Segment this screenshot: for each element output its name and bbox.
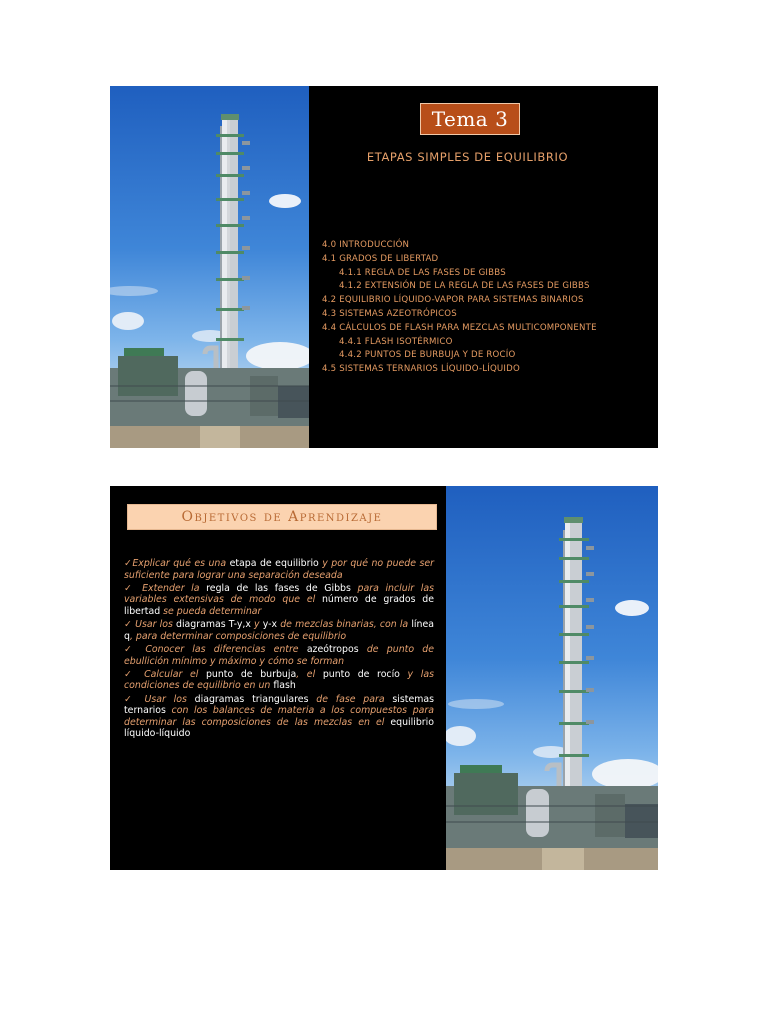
objective-highlight: flash: [273, 680, 296, 692]
table-of-contents: [322, 239, 597, 377]
distillation-tower-illustration: [110, 86, 309, 448]
objective-text: ✓ Extender la: [124, 582, 207, 594]
objective-text: y las condiciones de equilibrio en un: [124, 668, 434, 692]
distillation-tower-photo: [110, 86, 309, 448]
toc-subitem: 4.1.2 EXTENSIÓN DE LA REGLA DE LAS FASES DE GIBBS: [339, 281, 590, 292]
objective-text: para incluir las variables extensivas de modo que el: [124, 582, 435, 606]
objective-highlight: azeótropos: [306, 643, 359, 655]
objective-item: [124, 619, 434, 642]
objective-item: [124, 558, 434, 581]
objective-highlight: diagramas triangulares: [194, 693, 309, 705]
slide-subtitle: ETAPAS SIMPLES DE EQUILIBRIO: [366, 150, 569, 164]
toc-subitem: 4.4.1 FLASH ISOTÉRMICO: [339, 336, 453, 347]
objective-highlight: y-x: [262, 619, 278, 631]
objective-highlight: sistemas ternarios: [124, 693, 434, 717]
distillation-tower-illustration: [446, 486, 658, 870]
objective-text: ✓ Usar los: [124, 693, 195, 705]
objective-highlight: línea q: [124, 619, 434, 642]
objective-text: de fase para: [308, 693, 393, 705]
objective-highlight: punto de burbuja: [205, 668, 297, 680]
distillation-tower-photo: [446, 486, 658, 870]
toc-item: 4.3 SISTEMAS AZEOTRÓPICOS: [322, 308, 457, 319]
objectives-list: [124, 558, 434, 741]
objective-highlight: número de grados de libertad: [124, 594, 434, 617]
objective-highlight: regla de las fases de Gibbs: [206, 582, 351, 594]
objective-item: [124, 644, 434, 667]
objective-text: y por qué no puede ser suficiente para lograr una separación deseada: [124, 558, 434, 581]
objective-text: ✓ Conocer las diferencias entre: [124, 643, 307, 655]
objective-highlight: etapa de equilibrio: [229, 558, 319, 569]
toc-subitem: 4.1.1 REGLA DE LAS FASES DE GIBBS: [339, 267, 506, 278]
topic-badge: Tema 3: [420, 103, 520, 135]
objective-item: [124, 583, 434, 618]
objective-highlight: diagramas T-y,x: [176, 619, 251, 631]
objective-text: , el: [296, 668, 323, 680]
objective-text: ✓ Calcular el: [124, 668, 206, 680]
objective-highlight: punto de rocío: [322, 668, 400, 680]
objective-text: , para determinar composiciones de equilibrio: [129, 630, 347, 642]
objective-text: y: [250, 619, 263, 631]
objective-text: con los balances de materia a los compuestos para determinar las composiciones de las mezclas en el: [124, 705, 434, 728]
objective-text: de mezclas binarias, con la: [277, 619, 412, 631]
objective-highlight: equilibrio líquido-líquido: [124, 716, 434, 740]
toc-item: 4.5 SISTEMAS TERNARIOS LÍQUIDO-LÍQUIDO: [322, 364, 520, 375]
toc-item: 4.4 CÁLCULOS DE FLASH PARA MEZCLAS MULTICOMPONENTE: [322, 322, 597, 333]
slide-tema-3: [110, 86, 658, 448]
toc-item: 4.0 INTRODUCCIÓN: [322, 240, 410, 250]
objective-text: ✓Explicar qué es una: [124, 558, 230, 569]
objective-text: se pueda determinar: [160, 605, 262, 617]
toc-subitem: 4.4.2 PUNTOS DE BURBUJA Y DE ROCÍO: [339, 350, 516, 361]
objectives-banner: Objetivos de Aprendizaje: [127, 504, 437, 530]
objective-text: de punto de ebullición mínimo y máximo y cómo se forman: [124, 643, 434, 667]
slide-objetivos: [110, 486, 658, 870]
objective-item: [124, 694, 434, 740]
toc-item: 4.1 GRADOS DE LIBERTAD: [322, 253, 439, 264]
toc-item: 4.2 EQUILIBRIO LÍQUIDO-VAPOR PARA SISTEMAS BINARIOS: [322, 295, 584, 306]
objective-item: [124, 669, 434, 692]
objective-text: ✓ Usar los: [124, 619, 176, 631]
